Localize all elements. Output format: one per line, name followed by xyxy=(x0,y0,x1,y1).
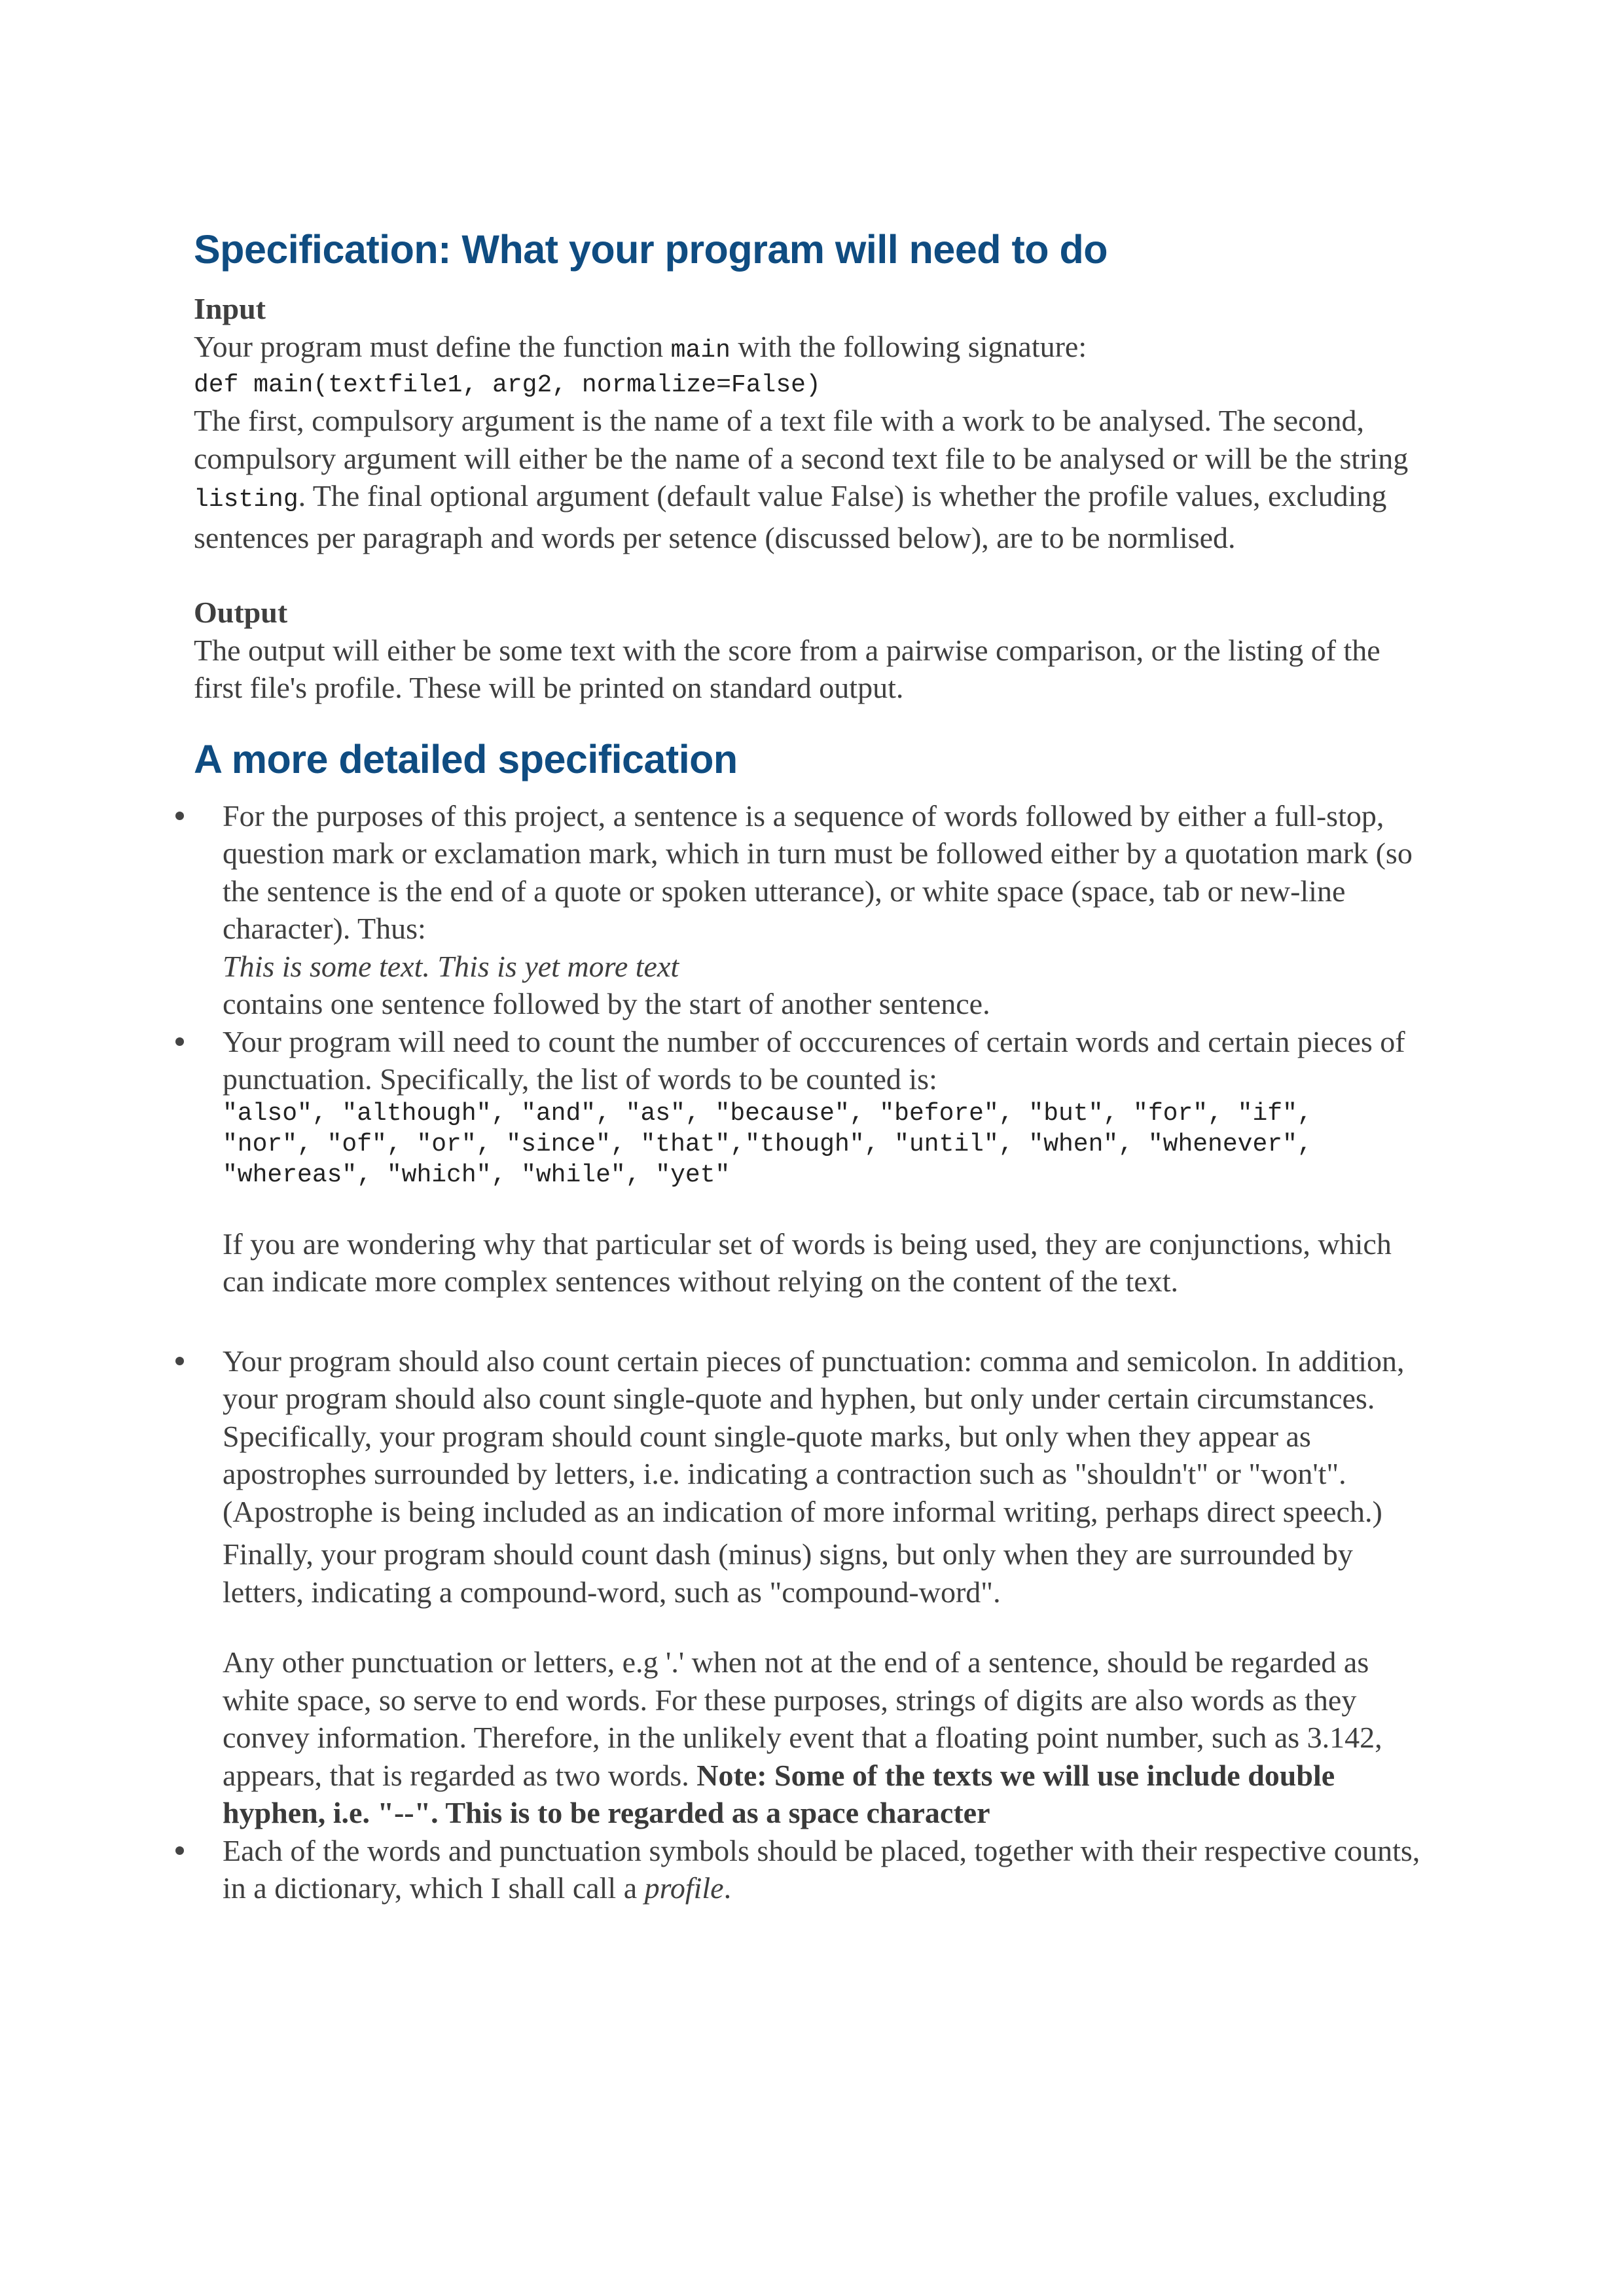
example-text: This is some text. This is yet more text xyxy=(223,949,679,983)
conjunction-word-list xyxy=(223,1098,1434,1191)
bullet-text: Your program will need to count the number of occcurences of certain words and certain pieces of punctuation. Specifically, the list of words to be counted is: xyxy=(223,1024,1405,1096)
inline-code-listing: listing xyxy=(194,486,298,514)
bullet-text-after: contains one sentence followed by the start of another sentence. xyxy=(223,987,990,1020)
spec-bullet-list xyxy=(194,797,1434,1907)
page-title: Specification: What your program will need to do xyxy=(194,227,1108,272)
word-list-line: "whereas", "which", "while", "yet" xyxy=(223,1160,731,1189)
input-intro xyxy=(194,328,1434,370)
input-intro-text-after: with the following signature: xyxy=(730,329,1087,363)
bullet-icon xyxy=(175,1037,184,1046)
input-description-text-after: . The final optional argument (default value False) is whether the profile values, excluding sentences per paragraph and words per setence (discussed below), are to be normlised. xyxy=(194,479,1387,554)
input-heading: Input xyxy=(194,292,266,325)
output-heading: Output xyxy=(194,596,288,629)
bullet-icon xyxy=(175,1846,184,1855)
profile-text-end: . xyxy=(723,1871,732,1905)
other-punctuation-text xyxy=(223,1643,1434,1832)
bullet-item-profile xyxy=(194,1832,1434,1907)
word-list-line: "nor", "of", "or", "since", "that","though", "until", "when", "whenever", xyxy=(223,1130,1312,1158)
document-page xyxy=(194,226,1434,1907)
bullet-icon xyxy=(175,812,184,820)
output-description: The output will either be some text with the score from a pairwise comparison, or the listing of the first file's profile. These will be printed on standard output. xyxy=(194,633,1380,704)
input-description-text: The first, compulsory argument is the name of a text file with a work to be analysed. The second, compulsory argument will either be the name of a second text file to be analysed or will be the string xyxy=(194,404,1409,475)
double-hyphen-note: Note: Some of the texts we will use include double hyphen, i.e. "--". This is to be regarded as a space character xyxy=(223,1758,1335,1829)
bullet-text xyxy=(223,1832,1434,1907)
conjunction-note: If you are wondering why that particular set of words is being used, they are conjunctions, which can indicate more complex sentences without relying on the content of the text. xyxy=(223,1227,1392,1298)
bullet-text: Your program should also count certain pieces of punctuation: comma and semicolon. In addition, your program should also count single-quote and hyphen, but only under certain circumstances. Specifically, your program should count single-quote marks, but only when they appear as apostrophes surrounded by letters, i.e. indicating a contraction such as "shouldn't" or "won't". (Apostrophe is being included as an indication of more informal writing, perhaps direct speech.) xyxy=(223,1344,1405,1528)
bullet-icon xyxy=(175,1357,184,1365)
profile-text: Each of the words and punctuation symbols should be placed, together with their respective counts, in a dictionary, which I shall call a xyxy=(223,1833,1420,1905)
bullet-item-punctuation xyxy=(194,1342,1434,1832)
word-list-line: "also", "although", "and", "as", "because", "before", "but", "for", "if", xyxy=(223,1099,1312,1128)
spacer xyxy=(223,1191,1434,1225)
profile-term: profile xyxy=(644,1871,724,1905)
spacer xyxy=(223,1300,1434,1342)
spacer xyxy=(223,1611,1434,1643)
input-intro-text: Your program must define the function xyxy=(194,329,671,363)
spacer xyxy=(194,556,1434,594)
section-title-detailed-spec: A more detailed specification xyxy=(194,736,738,781)
bullet-item-sentence-definition xyxy=(194,797,1434,1023)
inline-code-main: main xyxy=(670,336,731,365)
dash-counting-text: Finally, your program should count dash (minus) signs, but only when they are surrounded by letters, indicating a compound-word, such as "compound-word". xyxy=(223,1537,1353,1609)
other-punctuation-body: Any other punctuation or letters, e.g '.' when not at the end of a sentence, should be regarded as white space, so serve to end words. For these purposes, strings of digits are also words as they convey information. Therefore, in the unlikely event that a floating point number, such as 3.142, appears, that is regarded as two words. xyxy=(223,1645,1382,1792)
function-signature: def main(textfile1, arg2, normalize=False) xyxy=(194,371,821,399)
bullet-text: For the purposes of this project, a sentence is a sequence of words followed by either a full-stop, question mark or exclamation mark, which in turn must be followed either by a quotation mark (so the sentence is the end of a quote or spoken utterance), or white space (space, tab or new-line character). Thus: xyxy=(223,798,1413,945)
bullet-item-word-counting xyxy=(194,1023,1434,1342)
input-description xyxy=(194,402,1434,556)
